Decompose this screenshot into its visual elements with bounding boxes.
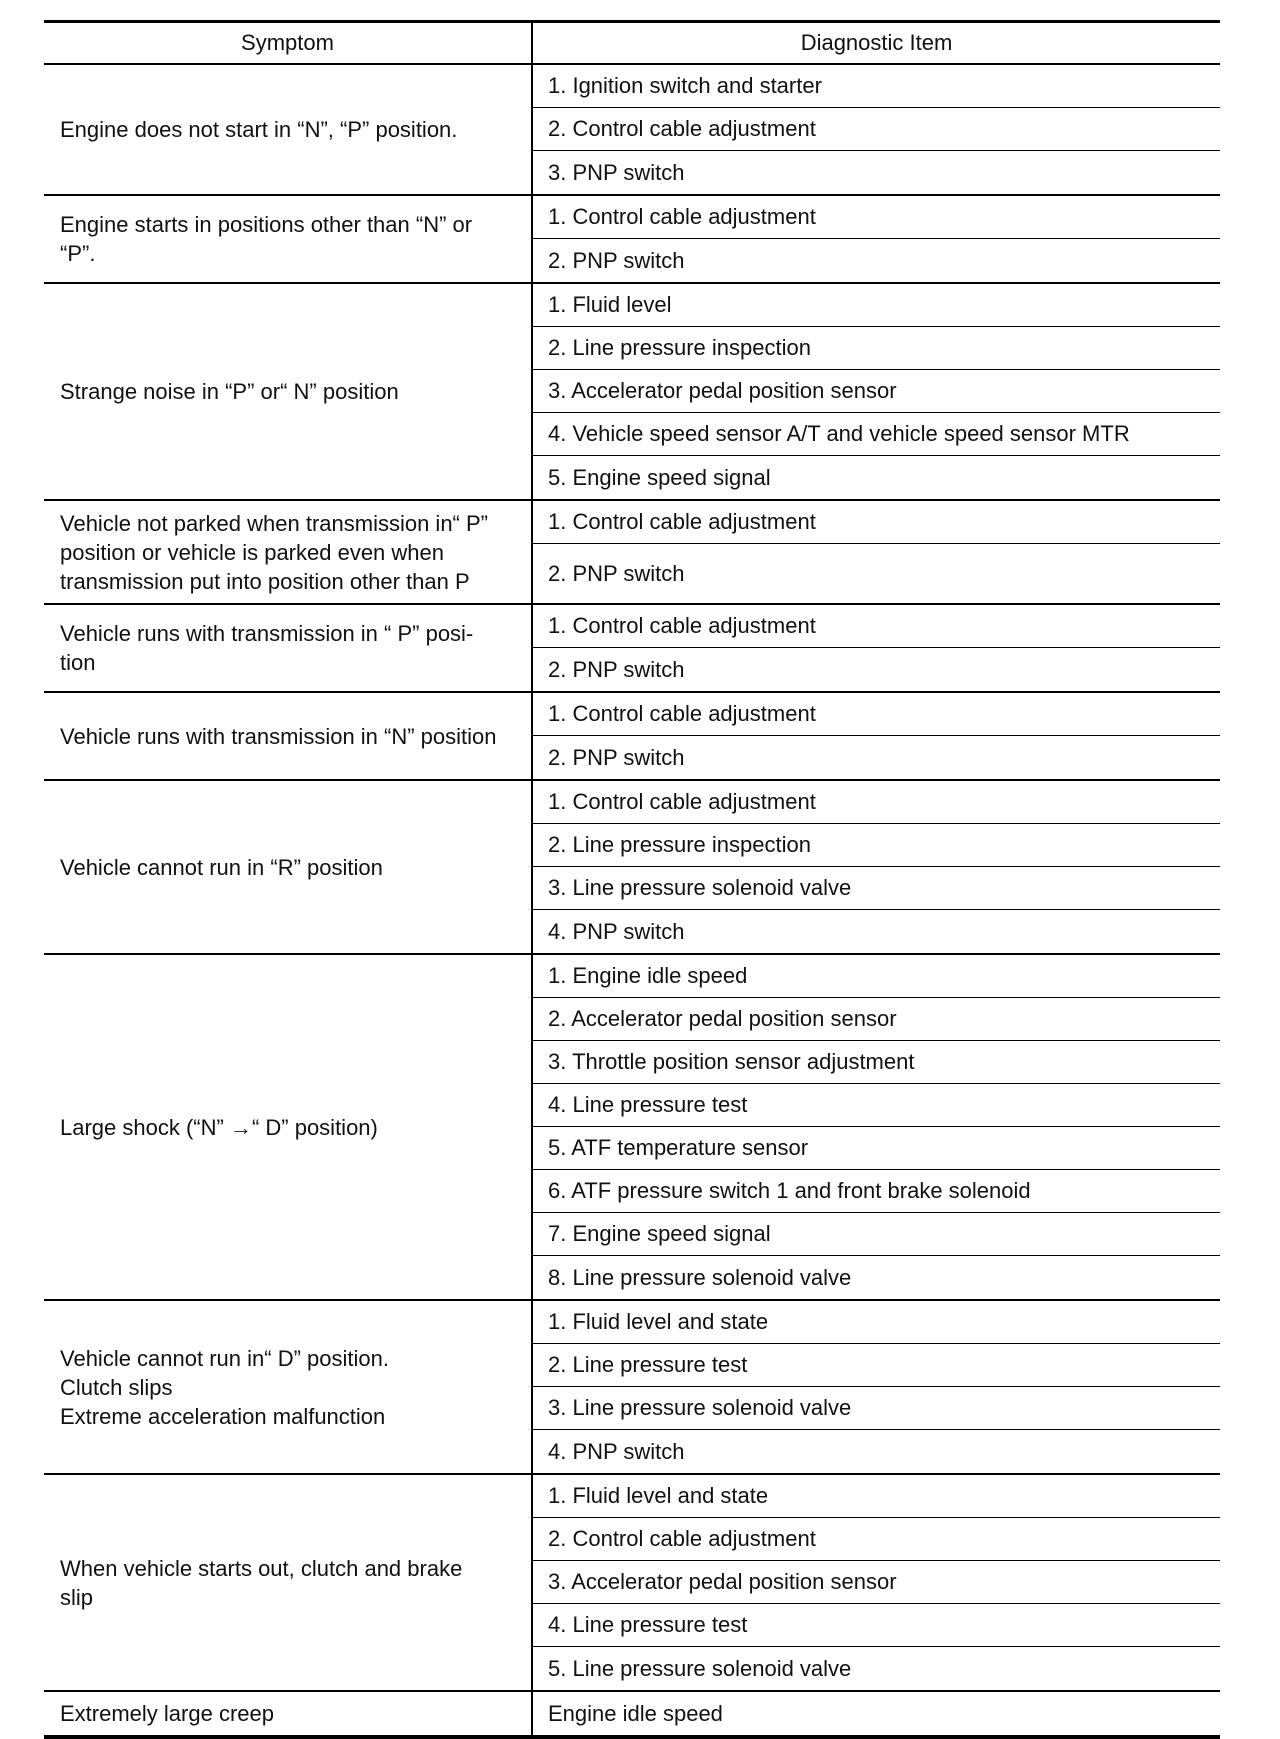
diagnostic-item: 3. Accelerator pedal position sensor [533,370,1220,413]
diagnostic-item: 2. Line pressure inspection [533,327,1220,370]
diagnostic-item-list [533,65,1220,194]
diagnostic-item-list [533,1475,1220,1690]
diagnostic-item: 1. Fluid level and state [533,1475,1220,1518]
diagnostic-item-list [533,1692,1220,1735]
table-bottom-rule [44,1735,1220,1739]
symptom-cell: Extremely large creep [44,1692,533,1735]
diagnostic-item: 4. Line pressure test [533,1604,1220,1647]
diagnostic-item: 2. PNP switch [548,744,685,770]
symptom-group [44,284,1220,501]
symptom-group [44,693,1220,781]
symptom-cell: Strange noise in “P” or“ N” position [44,284,533,499]
symptom-cell: Vehicle runs with transmission in “ P” posi- tion [44,605,533,691]
symptom-group [44,1475,1220,1692]
symptom-cell: Engine starts in positions other than “N” or “P”. [44,196,533,282]
diagnostic-item: 1. Fluid level [533,284,1220,327]
symptom-group [44,781,1220,955]
diagnostic-item: 3. Accelerator pedal position sensor [533,1561,1220,1604]
diagnostic-item: 3. Throttle position sensor adjustment [533,1041,1220,1084]
table-body [44,65,1220,1735]
symptom-group [44,605,1220,693]
table-header-row [44,23,1220,65]
symptom-group [44,196,1220,284]
diagnostic-item: 1. Control cable adjustment [533,501,1220,544]
diagnostic-item: Engine idle speed [548,1700,723,1726]
diagnostic-item: 4. PNP switch [548,1438,685,1464]
symptom-group [44,1301,1220,1475]
diagnostic-item-list [533,284,1220,499]
diagnostic-item: 1. Control cable adjustment [533,781,1220,824]
diagnostic-item: 4. PNP switch [548,918,685,944]
diagnostic-table [44,20,1220,1739]
diagnostic-item: 4. Line pressure test [533,1084,1220,1127]
symptom-group [44,1692,1220,1735]
symptom-cell: Vehicle not parked when transmission in“ P” position or vehicle is parked even when transmission put into position other than P [44,501,533,603]
diagnostic-item-column-header: Diagnostic Item [800,30,953,55]
diagnostic-item: 2. Control cable adjustment [533,108,1220,151]
symptom-cell: Vehicle runs with transmission in “N” position [44,693,533,779]
diagnostic-item: 1. Control cable adjustment [533,693,1220,736]
diagnostic-item: 2. PNP switch [548,560,685,586]
diagnostic-item: 2. Line pressure inspection [533,824,1220,867]
diagnostic-item-list [533,693,1220,779]
diagnostic-item: 1. Ignition switch and starter [533,65,1220,108]
diagnostic-item: 7. Engine speed signal [533,1213,1220,1256]
diagnostic-item-list [533,501,1220,603]
diagnostic-item: 6. ATF pressure switch 1 and front brake solenoid [533,1170,1220,1213]
diagnostic-item: 8. Line pressure solenoid valve [548,1264,852,1290]
diagnostic-item: 2. Control cable adjustment [533,1518,1220,1561]
diagnostic-item-list [533,1301,1220,1473]
diagnostic-item: 1. Engine idle speed [533,955,1220,998]
symptom-cell: Vehicle cannot run in“ D” position. Clutch slips Extreme acceleration malfunction [44,1301,533,1473]
diagnostic-item: 5. Engine speed signal [548,464,771,490]
diagnostic-item: 5. ATF temperature sensor [533,1127,1220,1170]
symptom-cell: Vehicle cannot run in “R” position [44,781,533,953]
diagnostic-item: 2. PNP switch [548,247,685,273]
symptom-group [44,501,1220,605]
symptom-group [44,65,1220,196]
diagnostic-item: 1. Control cable adjustment [533,196,1220,239]
diagnostic-item: 3. PNP switch [548,159,685,185]
diagnostic-item-list [533,955,1220,1299]
diagnostic-item: 1. Fluid level and state [533,1301,1220,1344]
diagnostic-item: 3. Line pressure solenoid valve [533,1387,1220,1430]
diagnostic-item-list [533,605,1220,691]
symptom-cell: Large shock (“N” →“ D” position) [44,955,533,1299]
symptom-column-header: Symptom [44,23,533,63]
symptom-group [44,955,1220,1301]
diagnostic-item: 2. Accelerator pedal position sensor [533,998,1220,1041]
diagnostic-item: 2. PNP switch [548,656,685,682]
diagnostic-item: 4. Vehicle speed sensor A/T and vehicle speed sensor MTR [533,413,1220,456]
diagnostic-item-list [533,196,1220,282]
diagnostic-item: 2. Line pressure test [533,1344,1220,1387]
diagnostic-item: 1. Control cable adjustment [533,605,1220,648]
diagnostic-item: 5. Line pressure solenoid valve [548,1655,852,1681]
diagnostic-item-list [533,781,1220,953]
diagnostic-item: 3. Line pressure solenoid valve [533,867,1220,910]
symptom-cell: When vehicle starts out, clutch and brake slip [44,1475,533,1690]
symptom-cell: Engine does not start in “N”, “P” position. [44,65,533,194]
